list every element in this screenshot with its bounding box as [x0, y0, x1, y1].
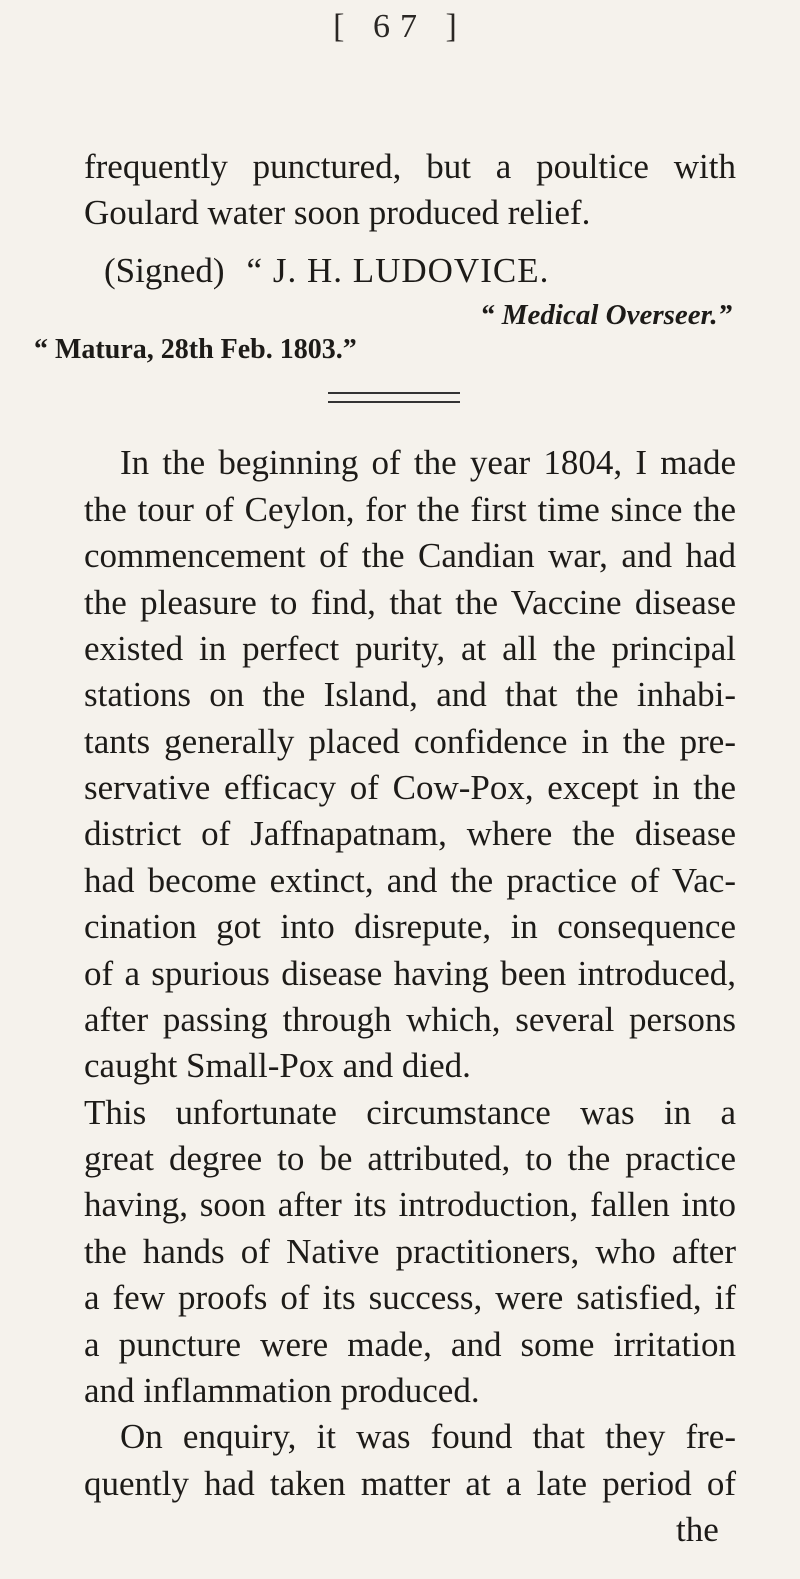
signatory-name: “ J. H. LUDOVICE.	[246, 251, 550, 290]
body-line: of a spurious disease having been introduced,	[84, 954, 736, 993]
body-line: On enquiry, it was found that they fre-	[120, 1417, 736, 1456]
body-line: caught Small-Pox and died.	[84, 1046, 471, 1085]
body-line: existed in perfect purity, at all the principal	[84, 629, 736, 668]
body-line: after passing through which, several persons	[84, 1000, 736, 1039]
body-line: and inflammation produced.	[84, 1371, 480, 1410]
letter-line-2: Goulard water soon produced relief.	[84, 193, 591, 232]
signature-line	[104, 251, 744, 291]
body-line: quently had taken matter at a late period of	[84, 1464, 736, 1503]
body-line: servative efficacy of Cow-Pox, except in the	[84, 768, 736, 807]
catchword: the	[676, 1510, 719, 1549]
body-line: This unfortunate circumstance was in a	[84, 1093, 736, 1132]
body-line: a few proofs of its success, were satisfied, if	[84, 1278, 736, 1317]
body-line: the tour of Ceylon, for the first time since the	[84, 490, 736, 529]
body-line: tants generally placed confidence in the pre-	[84, 722, 736, 761]
signatory-title: “ Medical Overseer.”	[480, 299, 733, 331]
body-line: had become extinct, and the practice of Vac-	[84, 861, 736, 900]
body-line: In the beginning of the year 1804, I made	[120, 443, 736, 482]
body-line: a puncture were made, and some irritation	[84, 1325, 736, 1364]
body-line: great degree to be attributed, to the practice	[84, 1139, 736, 1178]
letter-line-1: frequently punctured, but a poultice with	[84, 147, 736, 186]
body-line: cination got into disrepute, in consequence	[84, 907, 736, 946]
body-line: the pleasure to find, that the Vaccine disease	[84, 583, 736, 622]
page-number: [ 67 ]	[333, 8, 467, 45]
signed-label: (Signed)	[104, 251, 225, 290]
body-line: the hands of Native practitioners, who after	[84, 1232, 736, 1271]
body-line: district of Jaffnapatnam, where the disease	[84, 814, 736, 853]
place-date: “ Matura, 28th Feb. 1803.”	[34, 334, 357, 365]
section-divider	[328, 392, 460, 403]
body-line: stations on the Island, and that the inhabi-	[84, 675, 736, 714]
body-line: commencement of the Candian war, and had	[84, 536, 736, 575]
body-line: having, soon after its introduction, fallen into	[84, 1185, 736, 1224]
